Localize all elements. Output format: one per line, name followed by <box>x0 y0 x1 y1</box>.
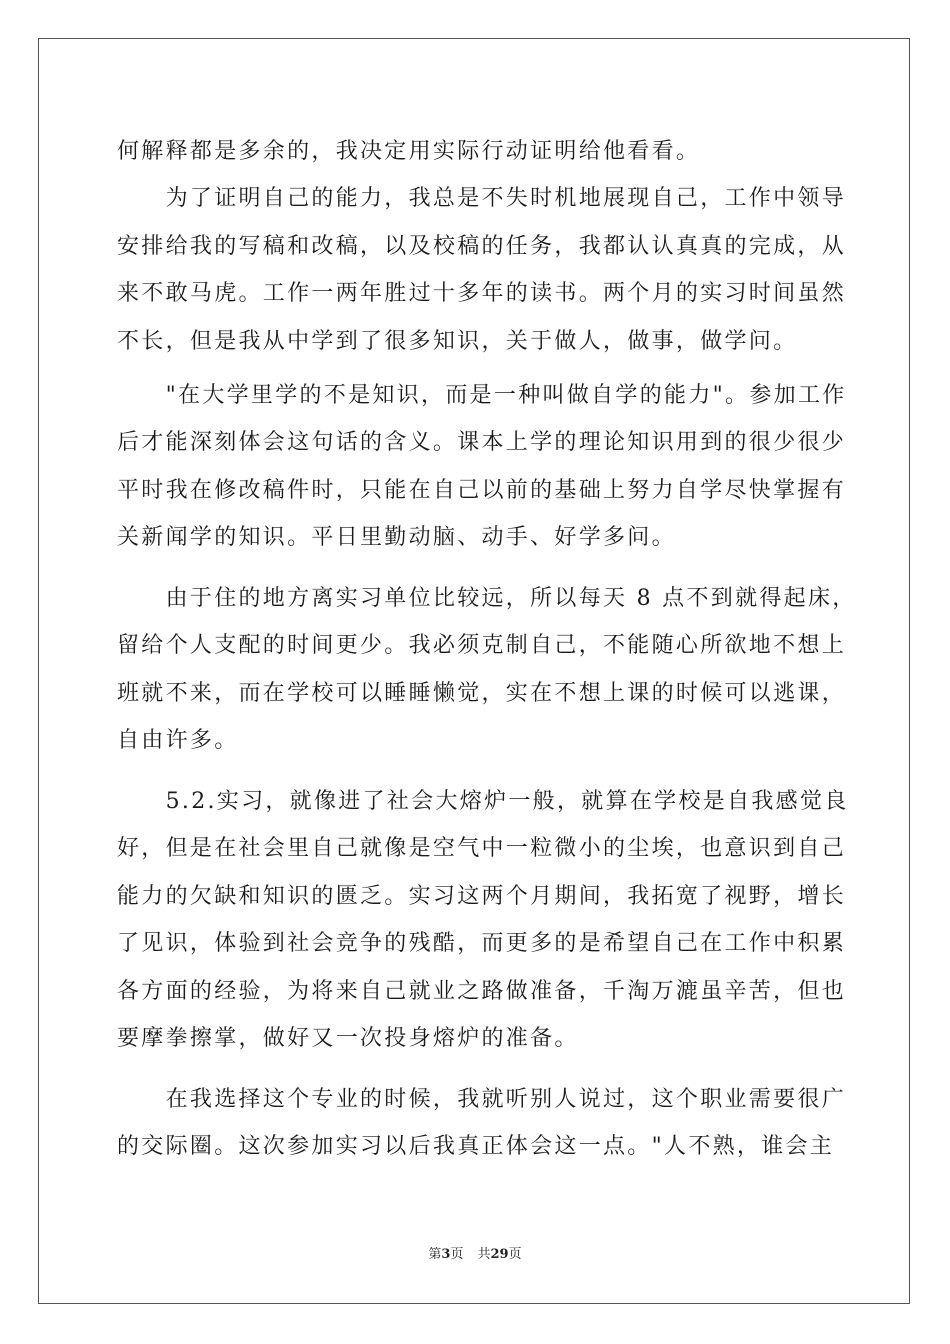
text-line: 各方面的经验，为将来自己就业之路做准备，千淘万漉虽辛苦，但也 <box>117 979 847 1004</box>
text-line: 为了证明自己的能力，我总是不失时机地展现自己，工作中领导 <box>117 186 847 211</box>
page-number: 3 <box>441 1247 451 1262</box>
text-line: 留给个人支配的时间更少。我必须克制自己，不能随心所欲地不想上 <box>117 633 847 658</box>
text-line: 5.2.实习，就像进了社会大熔炉一般，就算在学校是自我感觉良 <box>117 789 849 814</box>
text-line: 不长，但是我从中学到了很多知识，关于做人，做事，做学问。 <box>117 329 798 354</box>
text-line: 了见识，体验到社会竞争的残酷，而更多的是希望自己在工作中积累 <box>117 931 847 956</box>
page-suffix: 页 <box>450 1247 464 1262</box>
text-line: 自由许多。 <box>117 728 239 753</box>
text-line: 的交际圈。这次参加实习以后我真正体会这一点。"人不熟，谁会主 <box>117 1134 835 1159</box>
text-line: 由于住的地方离实习单位比较远，所以每天 8 点不到就得起床， <box>117 586 857 611</box>
text-line: 安排给我的写稿和改稿，以及校稿的任务，我都认认真真的完成，从 <box>117 234 847 259</box>
text-line: 何解释都是多余的，我决定用实际行动证明给他看看。 <box>117 139 701 164</box>
page-prefix: 第 <box>428 1247 442 1262</box>
text-line: "在大学里学的不是知识，而是一种叫做自学的能力"。参加工作 <box>117 383 847 408</box>
text-line: 要摩拳擦掌，做好又一次投身熔炉的准备。 <box>117 1026 579 1051</box>
text-line: 在我选择这个专业的时候，我就听别人说过，这个职业需要很广 <box>117 1087 847 1112</box>
text-line: 班就不来，而在学校可以睡睡懒觉，实在不想上课的时候可以逃课， <box>117 681 847 706</box>
text-line: 能力的欠缺和知识的匮乏。实习这两个月期间，我拓宽了视野，增长 <box>117 884 847 909</box>
text-line: 后才能深刻体会这句话的含义。课本上学的理论知识用到的很少很少 <box>117 430 847 455</box>
total-suffix: 页 <box>508 1247 522 1262</box>
page-footer <box>0 1247 950 1263</box>
text-line: 平时我在修改稿件时，只能在自己以前的基础上努力自学尽快掌握有 <box>117 478 847 503</box>
text-line: 好，但是在社会里自己就像是空气中一粒微小的尘埃，也意识到自己 <box>117 836 847 861</box>
text-line: 关新闻学的知识。平日里勤动脑、动手、好学多问。 <box>117 525 676 550</box>
total-prefix: 共 <box>477 1247 491 1262</box>
text-line: 来不敢马虎。工作一两年胜过十多年的读书。两个月的实习时间虽然 <box>117 281 847 306</box>
total-pages: 29 <box>490 1247 509 1262</box>
